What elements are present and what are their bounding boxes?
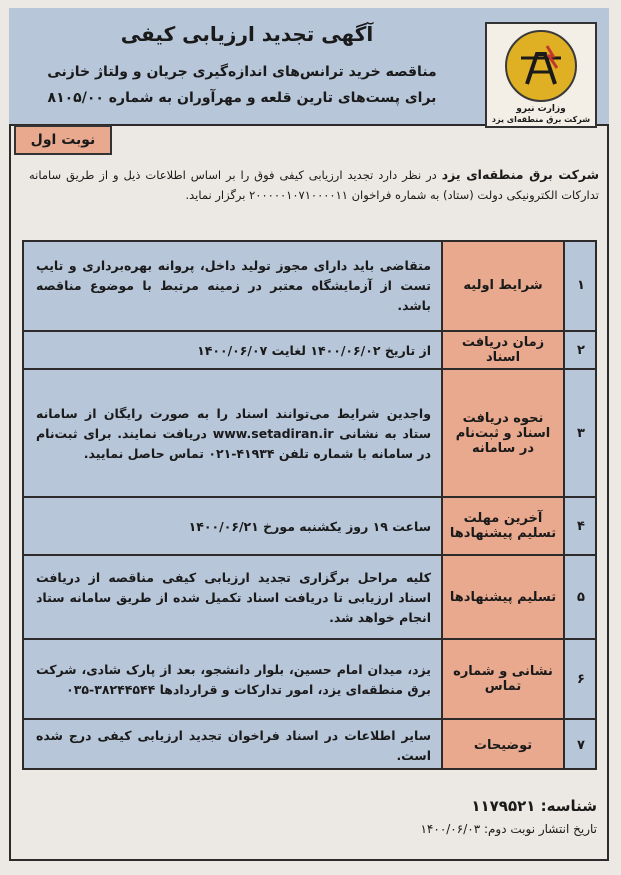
row-title: زمان دریافت اسناد [441, 332, 563, 368]
notice-subtitle-line1: مناقصه خرید ترانس‌های اندازه‌گیری جریان و ولتاژ خازنی [47, 64, 437, 80]
row-number: ۱ [563, 240, 597, 330]
notice-id: شناسه: ۱۱۷۹۵۲۱ [471, 797, 597, 815]
row-title: شرایط اولیه [441, 240, 563, 330]
row-description: از تاریخ ۱۴۰۰/۰۶/۰۲ لغایت ۱۴۰۰/۰۶/۰۷ [22, 332, 441, 368]
intro-paragraph [29, 165, 599, 205]
row-title: نحوه دریافت اسناد و ثبت‌نام در سامانه [441, 370, 563, 496]
row-description: ساعت ۱۹ روز یکشنبه مورخ ۱۴۰۰/۰۶/۲۱ [22, 498, 441, 554]
row-number: ۶ [563, 640, 597, 718]
table-row [22, 498, 597, 556]
row-description: متقاضی باید دارای مجوز تولید داخل، پروانه بهره‌برداری و تایپ تست از آزمایشگاه معتبر در زمینه مرتبط با موضوع مناقصه باشد. [22, 240, 441, 330]
notice-title: آگهی تجدید ارزیابی کیفی [120, 22, 374, 46]
row-description: یزد، میدان امام حسین، بلوار دانشجو، بعد از پارک شادی، شرکت برق منطقه‌ای یزد، امور تدارکات و قراردادها ۳۸۲۴۴۵۴۴-۰۳۵ [22, 640, 441, 718]
row-number: ۳ [563, 370, 597, 496]
row-title: تسلیم پیشنهادها [441, 556, 563, 638]
table-row [22, 556, 597, 640]
row-number: ۵ [563, 556, 597, 638]
table-row [22, 370, 597, 498]
table-row [22, 640, 597, 720]
logo-company-text: شرکت برق منطقه‌ای یزد [491, 115, 591, 124]
row-title: نشانی و شماره تماس [441, 640, 563, 718]
row-number: ۴ [563, 498, 597, 554]
row-number: ۷ [563, 720, 597, 770]
power-tower-logo-icon [505, 30, 577, 102]
company-logo [485, 22, 597, 128]
intro-company: شرکت برق منطقه‌ای یزد [441, 167, 599, 182]
second-publish-date: تاریخ انتشار نوبت دوم: ۱۴۰۰/۰۶/۰۳ [420, 822, 597, 836]
table-row [22, 332, 597, 370]
table-row [22, 240, 597, 332]
notice-header [9, 8, 609, 126]
round-badge: نوبت اول [14, 125, 112, 155]
row-title: توضیحات [441, 720, 563, 770]
row-number: ۲ [563, 332, 597, 368]
logo-ministry-text: وزارت نیرو [516, 104, 566, 114]
table-row [22, 720, 597, 770]
row-description: سایر اطلاعات در اسناد فراخوان تجدید ارزیابی کیفی درج شده است. [22, 720, 441, 770]
conditions-table [22, 240, 597, 770]
intro-text: در نظر دارد تجدید ارزیابی کیفی فوق را بر اساس اطلاعات ذیل و از طریق سامانه تدارکات الکترونیکی دولت (ستاد) به شماره فراخوان ۲۰۰۰۰۰۱۰۷۱۰۰۰۰۱۱ برگزار نماید. [29, 168, 599, 202]
row-description: واجدین شرایط می‌توانند اسناد را به صورت رایگان از سامانه ستاد به نشانی www.setadiran.ir دریافت نمایند. برای ثبت‌نام در سامانه با شماره تلفن ۴۱۹۳۴-۰۲۱ تماس حاصل نمایید. [22, 370, 441, 496]
row-title: آخرین مهلت تسلیم پیشنهادها [441, 498, 563, 554]
row-description: کلیه مراحل برگزاری تجدید ارزیابی کیفی مناقصه از دریافت اسناد ارزیابی تا دریافت اسناد تکمیل شده از طریق سامانه ستاد انجام خواهد شد. [22, 556, 441, 638]
notice-subtitle-line2: برای پست‌های تارین قلعه و مهرآوران به شماره ۸۱۰۵/۰۰ [47, 90, 437, 106]
